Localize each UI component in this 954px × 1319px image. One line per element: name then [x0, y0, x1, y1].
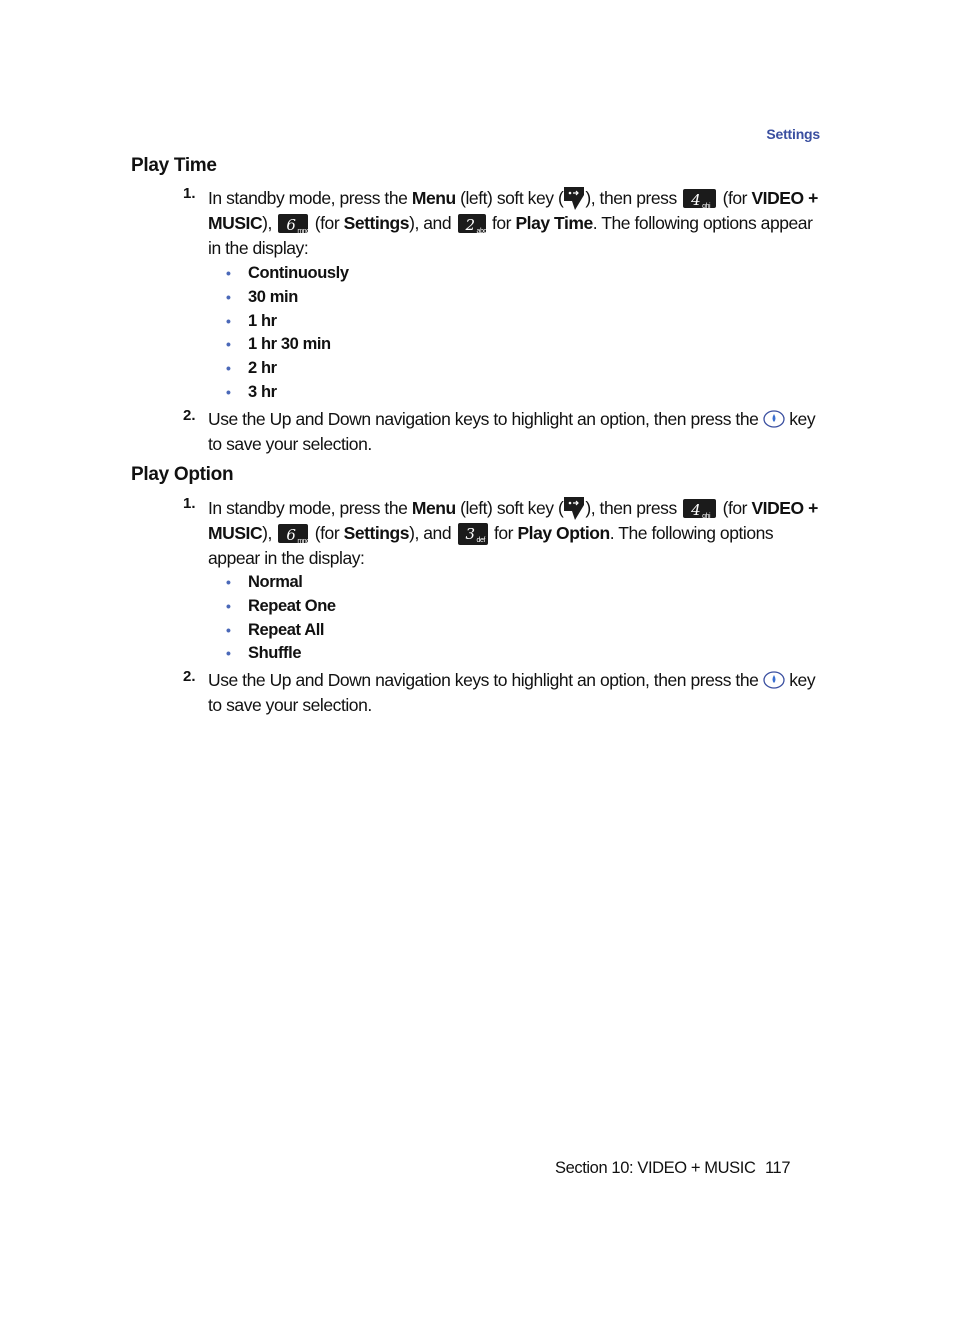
page-number: 117 — [765, 1159, 791, 1177]
bullet-icon: • — [226, 621, 231, 638]
key-4-icon: 4 ghi — [683, 189, 716, 208]
page-footer — [555, 1159, 791, 1178]
list-item: • 1 hr — [222, 310, 349, 334]
settings-term: Settings — [343, 523, 410, 543]
list-item: • Normal — [222, 571, 336, 595]
menu-term: Menu — [411, 498, 456, 518]
bullet-icon: • — [226, 312, 231, 329]
ok-key-icon — [763, 671, 785, 689]
key-4-icon: 4 ghi — [683, 499, 716, 518]
key-6-icon: 6 mno — [278, 524, 308, 543]
list-item: • 30 min — [222, 286, 349, 310]
key-2-icon: 2 abc — [458, 214, 486, 233]
play-time-term: Play Time — [515, 213, 593, 233]
list-item: • Repeat One — [222, 595, 336, 619]
play-option-term: Play Option — [517, 523, 610, 543]
footer-section-title: Section 10: VIDEO + MUSIC — [555, 1159, 756, 1177]
step-text: Use the Up and Down navigation keys to highlight an option, then press the key to save your selection. — [208, 409, 816, 454]
step-text: Use the Up and Down navigation keys to highlight an option, then press the key to save your selection. — [208, 670, 816, 715]
bullet-icon: • — [226, 597, 231, 614]
bullet-icon: • — [226, 288, 231, 305]
step-number: 2. — [183, 668, 196, 685]
running-header: Settings — [766, 126, 820, 142]
step-text: In standby mode, press the Menu (left) soft key ( ), then press 4 ghi (for VIDEO + MUSIC), 6 mno (for Settings), and 2 abc for Play Time. The following options appear in the display: — [208, 185, 820, 260]
list-item: • Continuously — [222, 262, 349, 286]
section-heading-play-option: Play Option — [131, 464, 234, 485]
list-item: • 3 hr — [222, 381, 349, 405]
step-number: 1. — [183, 495, 196, 512]
settings-term: Settings — [343, 213, 410, 233]
step-number: 2. — [183, 407, 196, 424]
section-heading-play-time: Play Time — [131, 155, 217, 176]
play-time-options-list — [222, 262, 349, 405]
step-number: 1. — [183, 185, 196, 202]
list-item: • Repeat All — [222, 619, 336, 643]
list-item: • 1 hr 30 min — [222, 333, 349, 357]
bullet-icon: • — [226, 265, 231, 281]
play-option-options-list — [222, 571, 336, 666]
key-6-icon: 6 mno — [278, 214, 308, 233]
key-3-icon: 3 def — [458, 523, 488, 545]
bullet-icon: • — [226, 574, 231, 590]
step-text: In standby mode, press the Menu (left) soft key ( ), then press 4 ghi (for VIDEO + MUSIC), 6 mno (for Settings), and 3 def for Play Option. The following options appear in the display: — [208, 495, 820, 570]
bullet-icon: • — [226, 645, 231, 662]
ok-key-icon — [763, 410, 785, 428]
bullet-icon: • — [226, 383, 231, 400]
list-item: • Shuffle — [222, 642, 336, 666]
bullet-icon: • — [226, 360, 231, 377]
menu-term: Menu — [411, 188, 456, 208]
left-soft-key-icon — [563, 495, 585, 521]
list-item: • 2 hr — [222, 357, 349, 381]
bullet-icon: • — [226, 336, 231, 353]
video-music-term: VIDEO + MUSIC — [208, 498, 818, 543]
video-music-term: VIDEO + MUSIC — [208, 188, 818, 233]
left-soft-key-icon — [563, 185, 585, 211]
